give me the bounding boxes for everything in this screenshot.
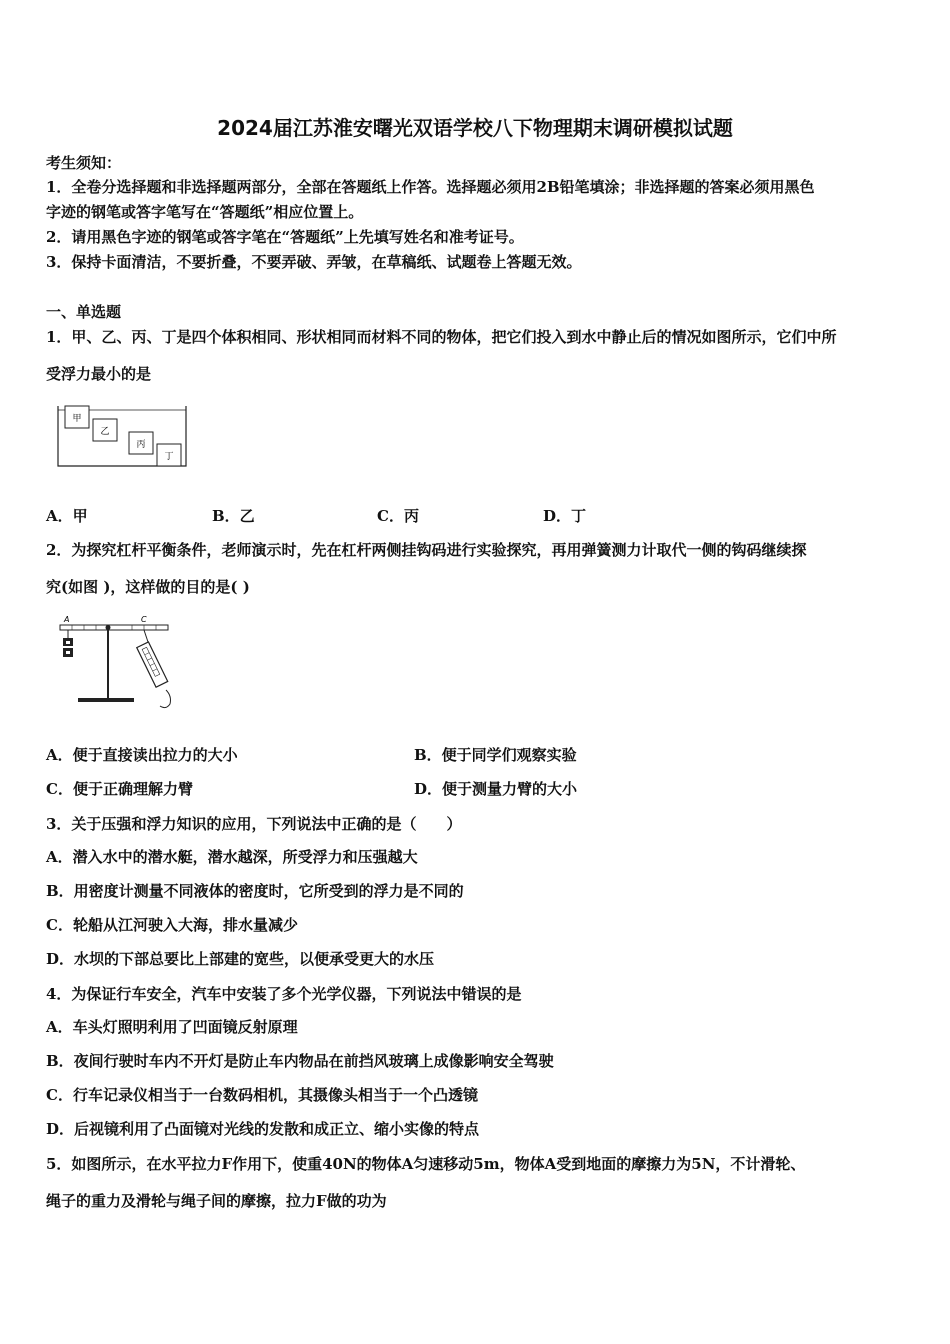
q4-option-b: B．夜间行驶时车内不开灯是防止车内物品在前挡风玻璃上成像影响安全驾驶 — [46, 1052, 554, 1070]
label-yi: 乙 — [100, 427, 110, 437]
q3-option-a: A．潜入水中的潜水艇，潜水越深，所受浮力和压强越大 — [46, 848, 418, 866]
q2-option-b: B．便于同学们观察实验 — [414, 746, 577, 764]
q1-option-a: A．甲 — [46, 507, 88, 525]
q4-option-c: C．行车记录仪相当于一台数码相机，其摄像头相当于一个凸透镜 — [46, 1086, 478, 1104]
label-ding: 丁 — [164, 452, 174, 462]
q1-stem-line-2: 受浮力最小的是 — [46, 365, 152, 383]
label-c: C — [141, 615, 147, 624]
q2-option-a: A．便于直接读出拉力的大小 — [46, 746, 238, 764]
notice-line-1a: 1．全卷分选择题和非选择题两部分，全部在答题纸上作答。选择题必须用2B铅笔填涂；非选择题的答案必须用黑色 — [46, 178, 815, 196]
lever-bar — [60, 625, 168, 630]
q2-figure — [42, 612, 192, 720]
q1-option-c: C．丙 — [377, 507, 419, 525]
section-heading: 一、单选题 — [46, 303, 122, 321]
label-a: A — [64, 615, 70, 624]
q5-stem-line-1: 5．如图所示，在水平拉力F作用下，使重40N的物体A匀速移动5m，物体A受到地面的摩擦力为5N，不计滑轮、 — [46, 1155, 806, 1173]
q2-stem-line-1: 2．为探究杠杆平衡条件，老师演示时，先在杠杆两侧挂钩码进行实验探究，再用弹簧测力计取代一侧的钩码继续探 — [46, 541, 807, 559]
hand — [160, 690, 171, 708]
stand-base — [78, 698, 134, 702]
q3-stem: 3．关于压强和浮力知识的应用，下列说法中正确的是（ ） — [46, 815, 462, 833]
q1-option-b: B．乙 — [212, 507, 255, 525]
label-jia: 甲 — [72, 414, 82, 424]
q1-figure — [52, 400, 192, 470]
q4-option-a: A．车头灯照明利用了凹面镜反射原理 — [46, 1018, 298, 1036]
page-title: 2024届江苏淮安曙光双语学校八下物理期末调研模拟试题 — [217, 116, 733, 140]
q1-stem-line-1: 1．甲、乙、丙、丁是四个体积相同、形状相同而材料不同的物体，把它们投入到水中静止后的情况如图所示，它们中所 — [46, 328, 837, 346]
q2-option-d: D．便于测量力臂的大小 — [414, 780, 578, 798]
q3-option-d: D．水坝的下部总要比上部建的宽些，以便承受更大的水压 — [46, 950, 435, 968]
q3-option-b: B．用密度计测量不同液体的密度时，它所受到的浮力是不同的 — [46, 882, 464, 900]
notice-heading: 考生须知： — [46, 154, 122, 172]
notice-line-3: 3．保持卡面清洁，不要折叠，不要弄破、弄皱，在草稿纸、试题卷上答题无效。 — [46, 253, 582, 271]
notice-line-1b: 字迹的钢笔或答字笔写在“答题纸”相应位置上。 — [46, 203, 364, 221]
q4-option-d: D．后视镜利用了凸面镜对光线的发散和成正立、缩小实像的特点 — [46, 1120, 480, 1138]
q2-option-c: C．便于正确理解力臂 — [46, 780, 193, 798]
label-bing: 丙 — [136, 440, 146, 450]
pivot — [106, 625, 111, 630]
spring-scale — [137, 642, 168, 687]
q4-stem: 4．为保证行车安全，汽车中安装了多个光学仪器，下列说法中错误的是 — [46, 985, 522, 1003]
q2-stem-line-2: 究(如图 )，这样做的目的是( ) — [46, 578, 250, 596]
notice-line-2: 2．请用黑色字迹的钢笔或答字笔在“答题纸”上先填写姓名和准考证号。 — [46, 228, 524, 246]
q3-option-c: C．轮船从江河驶入大海，排水量减少 — [46, 916, 298, 934]
q1-option-d: D．丁 — [543, 507, 587, 525]
q5-stem-line-2: 绳子的重力及滑轮与绳子间的摩擦，拉力F做的功为 — [46, 1192, 387, 1210]
